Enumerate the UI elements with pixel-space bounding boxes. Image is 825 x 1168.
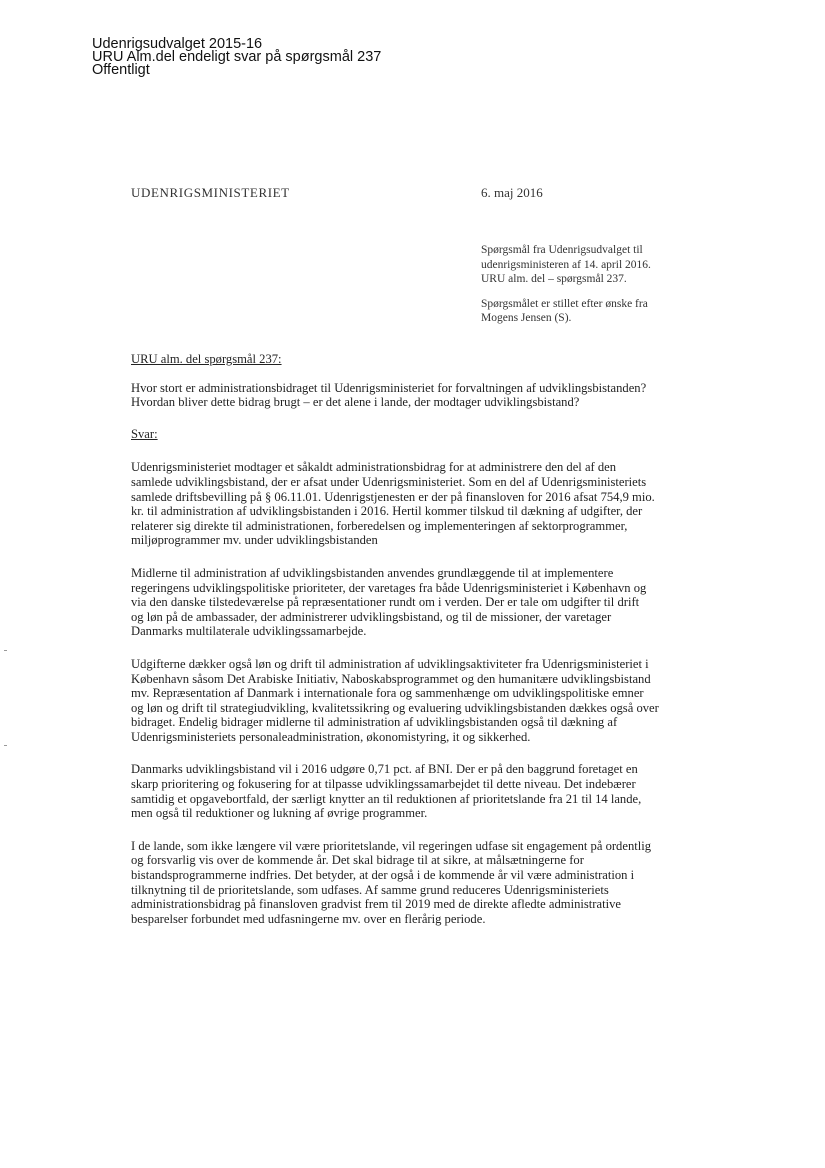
body-line: kr. til administration af udviklingsbistanden i 2016. Hertil kommer tilskud til dækning af udgifter, der [131, 504, 643, 519]
answer-paragraph-3 [131, 657, 711, 745]
body-line: miljøprogrammer mv. under udviklingsbistanden [131, 533, 378, 548]
body-line: København såsom Det Arabiske Initiativ, Naboskabsprogrammet og den humanitære udviklingsbistand [131, 671, 651, 686]
answer-paragraph-4 [131, 762, 711, 820]
body-line: samlede udviklingsbistand, der er afsat under Udenrigsministeriet. Som en del af Udenrigsministeriets [131, 474, 647, 489]
body-line: mv. Repræsentation af Danmark i internationale fora og sammenhænge om udviklingspolitiske emner [131, 686, 644, 701]
body-line: besparelser forbundet med udfasningerne mv. over en flerårig periode. [131, 911, 486, 926]
body-line: og løn på de ambassader, der administrerer udviklingsbistand, og til de missioner, der varetager [131, 609, 612, 624]
body-line: samtidig et opgavebortfald, der særligt knytter an til reduktionen af prioritetslande fra 21 til 14 lande, [131, 791, 642, 806]
scan-margin-mark [4, 745, 7, 746]
body-line: regeringens udviklingspolitiske prioriteter, der varetages fra både Udenrigsministeriet i København og [131, 580, 647, 595]
question-line: Hvor stort er administrationsbidraget til Udenrigsministeriet for forvaltningen af udviklingsbistanden? [131, 380, 647, 395]
stamp-classification: Offentligt [92, 62, 150, 78]
requester-paragraph [481, 297, 721, 326]
body-line: administrationsbidrag på finansloven gradvist frem til 2019 med de direkte afledte administrative [131, 897, 621, 912]
body-line: Danmarks multilaterale udviklingssamarbejde. [131, 624, 367, 639]
reference-paragraph [481, 243, 721, 287]
body-line: samlede driftsbevilling på § 06.11.01. Udenrigstjenesten er der på finansloven for 2016 afsat 754,9 mio. [131, 489, 655, 504]
archive-stamp [92, 38, 381, 77]
body-line: via den danske tilstedeværelse på repræsentationer rundt om i verden. Der er tale om udgifter til drift [131, 595, 640, 610]
body-line: og forsvarlig vis over de kommende år. Det skal bidrage til at sikre, at målsætningerne for [131, 853, 584, 868]
reference-line: Spørgsmålet er stillet efter ønske fra [481, 297, 648, 310]
reference-line: Spørgsmål fra Udenrigsudvalget til [481, 244, 643, 256]
scan-margin-mark [4, 650, 7, 651]
answer-paragraph-1 [131, 460, 711, 548]
reference-line: URU alm. del – spørgsmål 237. [481, 273, 627, 285]
question-heading: URU alm. del spørgsmål 237: [131, 352, 282, 366]
reference-block [481, 243, 721, 336]
body-line: og løn og drift til strategiudvikling, kvalitetssikring og evaluering udviklingsbistanden dækkes også over [131, 700, 659, 715]
reference-line: Mogens Jensen (S). [481, 312, 572, 324]
answer-paragraph-5 [131, 839, 711, 927]
body-line: bidraget. Endelig bidrager midlerne til administration af udviklingsbistanden også til dækning af [131, 715, 618, 730]
body-line: relaterer sig direkte til administrationen, forberedelsen og implementeringen af sektorprogrammer, [131, 518, 628, 533]
stamp-committee: Udenrigsudvalget 2015-16 [92, 36, 263, 52]
body-line: Midlerne til administration af udviklingsbistanden anvendes grundlæggende til at implementere [131, 565, 614, 580]
body-line: I de lande, som ikke længere vil være prioritetslande, vil regeringen udfase sit engagement på ordentlig [131, 838, 652, 853]
answer-heading: Svar: [131, 426, 158, 441]
answer-paragraph-2 [131, 566, 711, 639]
question-line: Hvordan bliver dette bidrag brugt – er det alene i lande, der modtager udviklingsbistand? [131, 395, 580, 410]
letter-date: 6. maj 2016 [481, 185, 543, 200]
reference-line: udenrigsministeren af 14. april 2016. [481, 258, 651, 271]
body-line: Udgifterne dækker også løn og drift til administration af udviklingsaktiviteter fra Udenrigsministeriet i [131, 656, 649, 671]
body-line: men også til reduktioner og lukning af øvrige programmer. [131, 806, 428, 821]
body-line: Udenrigsministeriet modtager et såkaldt administrationsbidrag for at administrere den del af den [131, 460, 617, 475]
body-line: tilknytning til de prioritetslande, som udfases. Af samme grund reduceres Udenrigsministeriets [131, 882, 609, 897]
stamp-reference: URU Alm.del endeligt svar på spørgsmål 237 [92, 49, 382, 65]
body-line: bistandsprogrammerne indfries. Det betyder, at der også i de kommende år vil være administration i [131, 868, 635, 883]
question-text [131, 381, 711, 410]
body-line: Udenrigsministeriets personaleadministration, økonomistyring, it og sikkerhed. [131, 729, 531, 744]
ministry-name: UDENRIGSMINISTERIET [131, 185, 290, 200]
body-line: Danmarks udviklingsbistand vil i 2016 udgøre 0,71 pct. af BNI. Der er på den baggrund foretaget en [131, 762, 638, 777]
letter-body [131, 352, 711, 944]
body-line: skarp prioritering og fokusering for at tilpasse udviklingssamarbejdet til dette niveau. Det indebærer [131, 777, 636, 792]
